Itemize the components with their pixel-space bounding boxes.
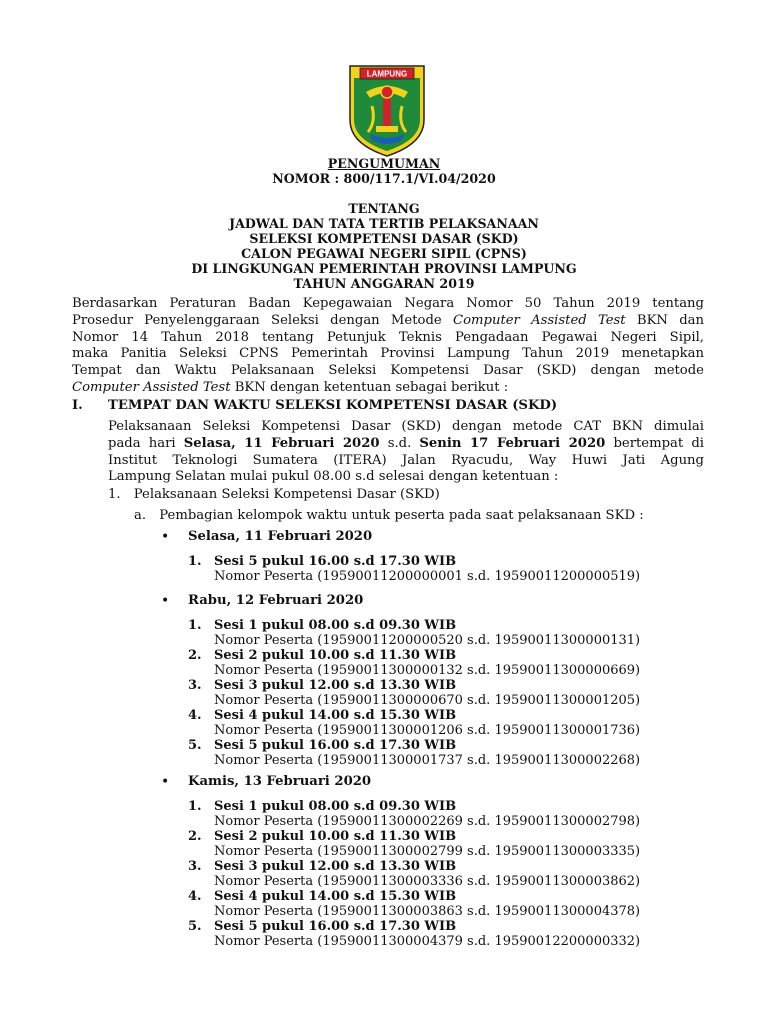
lampung-coat-of-arms-logo [346, 62, 428, 158]
section-line: Lampung Selatan mulai pukul 08.00 s.d selesai dengan ketentuan : [108, 469, 559, 485]
bullet-icon: • [161, 593, 170, 609]
intro-paragraph [72, 296, 704, 397]
participant-range: Nomor Peserta (19590011300002269 s.d. 19590011300002798) [214, 814, 641, 829]
bullet-icon: • [161, 529, 170, 545]
bullet-icon: • [161, 774, 170, 790]
subject-line: SELEKSI KOMPETENSI DASAR (SKD) [249, 231, 519, 246]
section-line: Institut Teknologi Sumatera (ITERA) Jalan Ryacudu, Way Huwi Jati Agung [108, 452, 704, 468]
participant-range: Nomor Peserta (19590011300000132 s.d. 19590011300000669) [214, 663, 641, 678]
announcement-title: PENGUMUMAN [327, 156, 441, 171]
intro-line: Berdasarkan Peraturan Badan Kepegawaian Negara Nomor 50 Tahun 2019 tentang [72, 296, 704, 311]
subject-line: TAHUN ANGGARAN 2019 [293, 276, 475, 291]
day-label: Kamis, 13 Februari 2020 [188, 774, 372, 789]
session-title: 4. Sesi 4 pukul 14.00 s.d 15.30 WIB [188, 708, 457, 723]
participant-range: Nomor Peserta (19590011300003863 s.d. 19590011300004378) [214, 904, 641, 919]
section-line: pada hari Selasa, 11 Februari 2020 s.d. Senin 17 Februari 2020 bertempat di [108, 435, 704, 451]
section-line: Pelaksanaan Seleksi Kompetensi Dasar (SKD) dengan metode CAT BKN dimulai [108, 419, 704, 434]
list-item-a: a. Pembagian kelompok waktu untuk peserta pada saat pelaksanaan SKD : [134, 508, 644, 523]
session-title: 5. Sesi 5 pukul 16.00 s.d 17.30 WIB [188, 738, 457, 753]
cat-term: Computer Assisted Test [72, 379, 231, 395]
session-title: 1. Sesi 1 pukul 08.00 s.d 09.30 WIB [188, 799, 457, 814]
subject-line: JADWAL DAN TATA TERTIB PELAKSANAAN [229, 216, 539, 231]
participant-range: Nomor Peserta (19590011300001206 s.d. 19590011300001736) [214, 723, 641, 738]
logo-banner-text: LAMPUNG [366, 69, 408, 79]
participant-range: Nomor Peserta (1959001120000000​1 s.d. 19590011200000519) [214, 569, 641, 584]
day-label: Rabu, 12 Februari 2020 [188, 593, 364, 608]
end-date: Senin 17 Februari 2020 [419, 435, 606, 451]
participant-range: Nomor Peserta (19590011300004379 s.d. 19590012200000332) [214, 934, 641, 949]
section-heading: TEMPAT DAN WAKTU SELEKSI KOMPETENSI DASAR (SKD) [108, 398, 558, 413]
intro-line: maka Panitia Seleksi CPNS Pemerintah Provinsi Lampung Tahun 2019 menetapkan [72, 346, 704, 362]
list-item-1: 1. Pelaksanaan Seleksi Kompetensi Dasar (SKD) [108, 487, 440, 502]
session-title: 3. Sesi 3 pukul 12.00 s.d 13.30 WIB [188, 859, 457, 874]
section-paragraph [108, 419, 704, 486]
session-title: 2. Sesi 2 pukul 10.00 s.d 11.30 WIB [188, 648, 457, 663]
participant-range: Nomor Peserta (19590011300000670 s.d. 19590011300001205) [214, 693, 641, 708]
intro-line: Nomor 14 Tahun 2018 tentang Petunjuk Teknis Pengadaan Pegawai Negeri Sipil, [72, 329, 704, 345]
participant-range: Nomor Peserta (19590011200000520 s.d. 19590011300000131) [214, 633, 641, 648]
participant-range: Nomor Peserta (19590011300003336 s.d. 19590011300003862) [214, 874, 641, 889]
intro-line: Tempat dan Waktu Pelaksanaan Seleksi Kompetensi Dasar (SKD) dengan metode [72, 363, 704, 379]
session-title: 4. Sesi 4 pukul 14.00 s.d 15.30 WIB [188, 889, 457, 904]
participant-range: Nomor Peserta (19590011300001737 s.d. 19590011300002268) [214, 753, 641, 768]
session-title: 3. Sesi 3 pukul 12.00 s.d 13.30 WIB [188, 678, 457, 693]
session-title: 1. Sesi 1 pukul 08.00 s.d 09.30 WIB [188, 618, 457, 633]
intro-line: Computer Assisted Test BKN dengan ketentuan sebagai berikut : [72, 379, 509, 395]
announcement-number: NOMOR : 800/117.1/VI.04/2020 [272, 171, 496, 186]
session-title: 1. Sesi 5 pukul 16.00 s.d 17.30 WIB [188, 554, 457, 569]
session-title: 5. Sesi 5 pukul 16.00 s.d 17.30 WIB [188, 919, 457, 934]
subject-line: DI LINGKUNGAN PEMERINTAH PROVINSI LAMPUNG [191, 261, 577, 276]
cat-term: Computer Assisted Test [452, 312, 626, 328]
subject-line: CALON PEGAWAI NEGERI SIPIL (CPNS) [241, 246, 527, 261]
section-numeral: I. [72, 398, 83, 413]
start-date: Selasa, 11 Februari 2020 [183, 435, 380, 451]
session-title: 2. Sesi 2 pukul 10.00 s.d 11.30 WIB [188, 829, 457, 844]
tentang-label: TENTANG [348, 201, 420, 216]
intro-line: Prosedur Penyelenggaraan Seleksi dengan Metode Computer Assisted Test BKN dan [72, 312, 705, 328]
participant-range: Nomor Peserta (19590011300002799 s.d. 19590011300003335) [214, 844, 641, 859]
day-label: Selasa, 11 Februari 2020 [188, 529, 373, 544]
